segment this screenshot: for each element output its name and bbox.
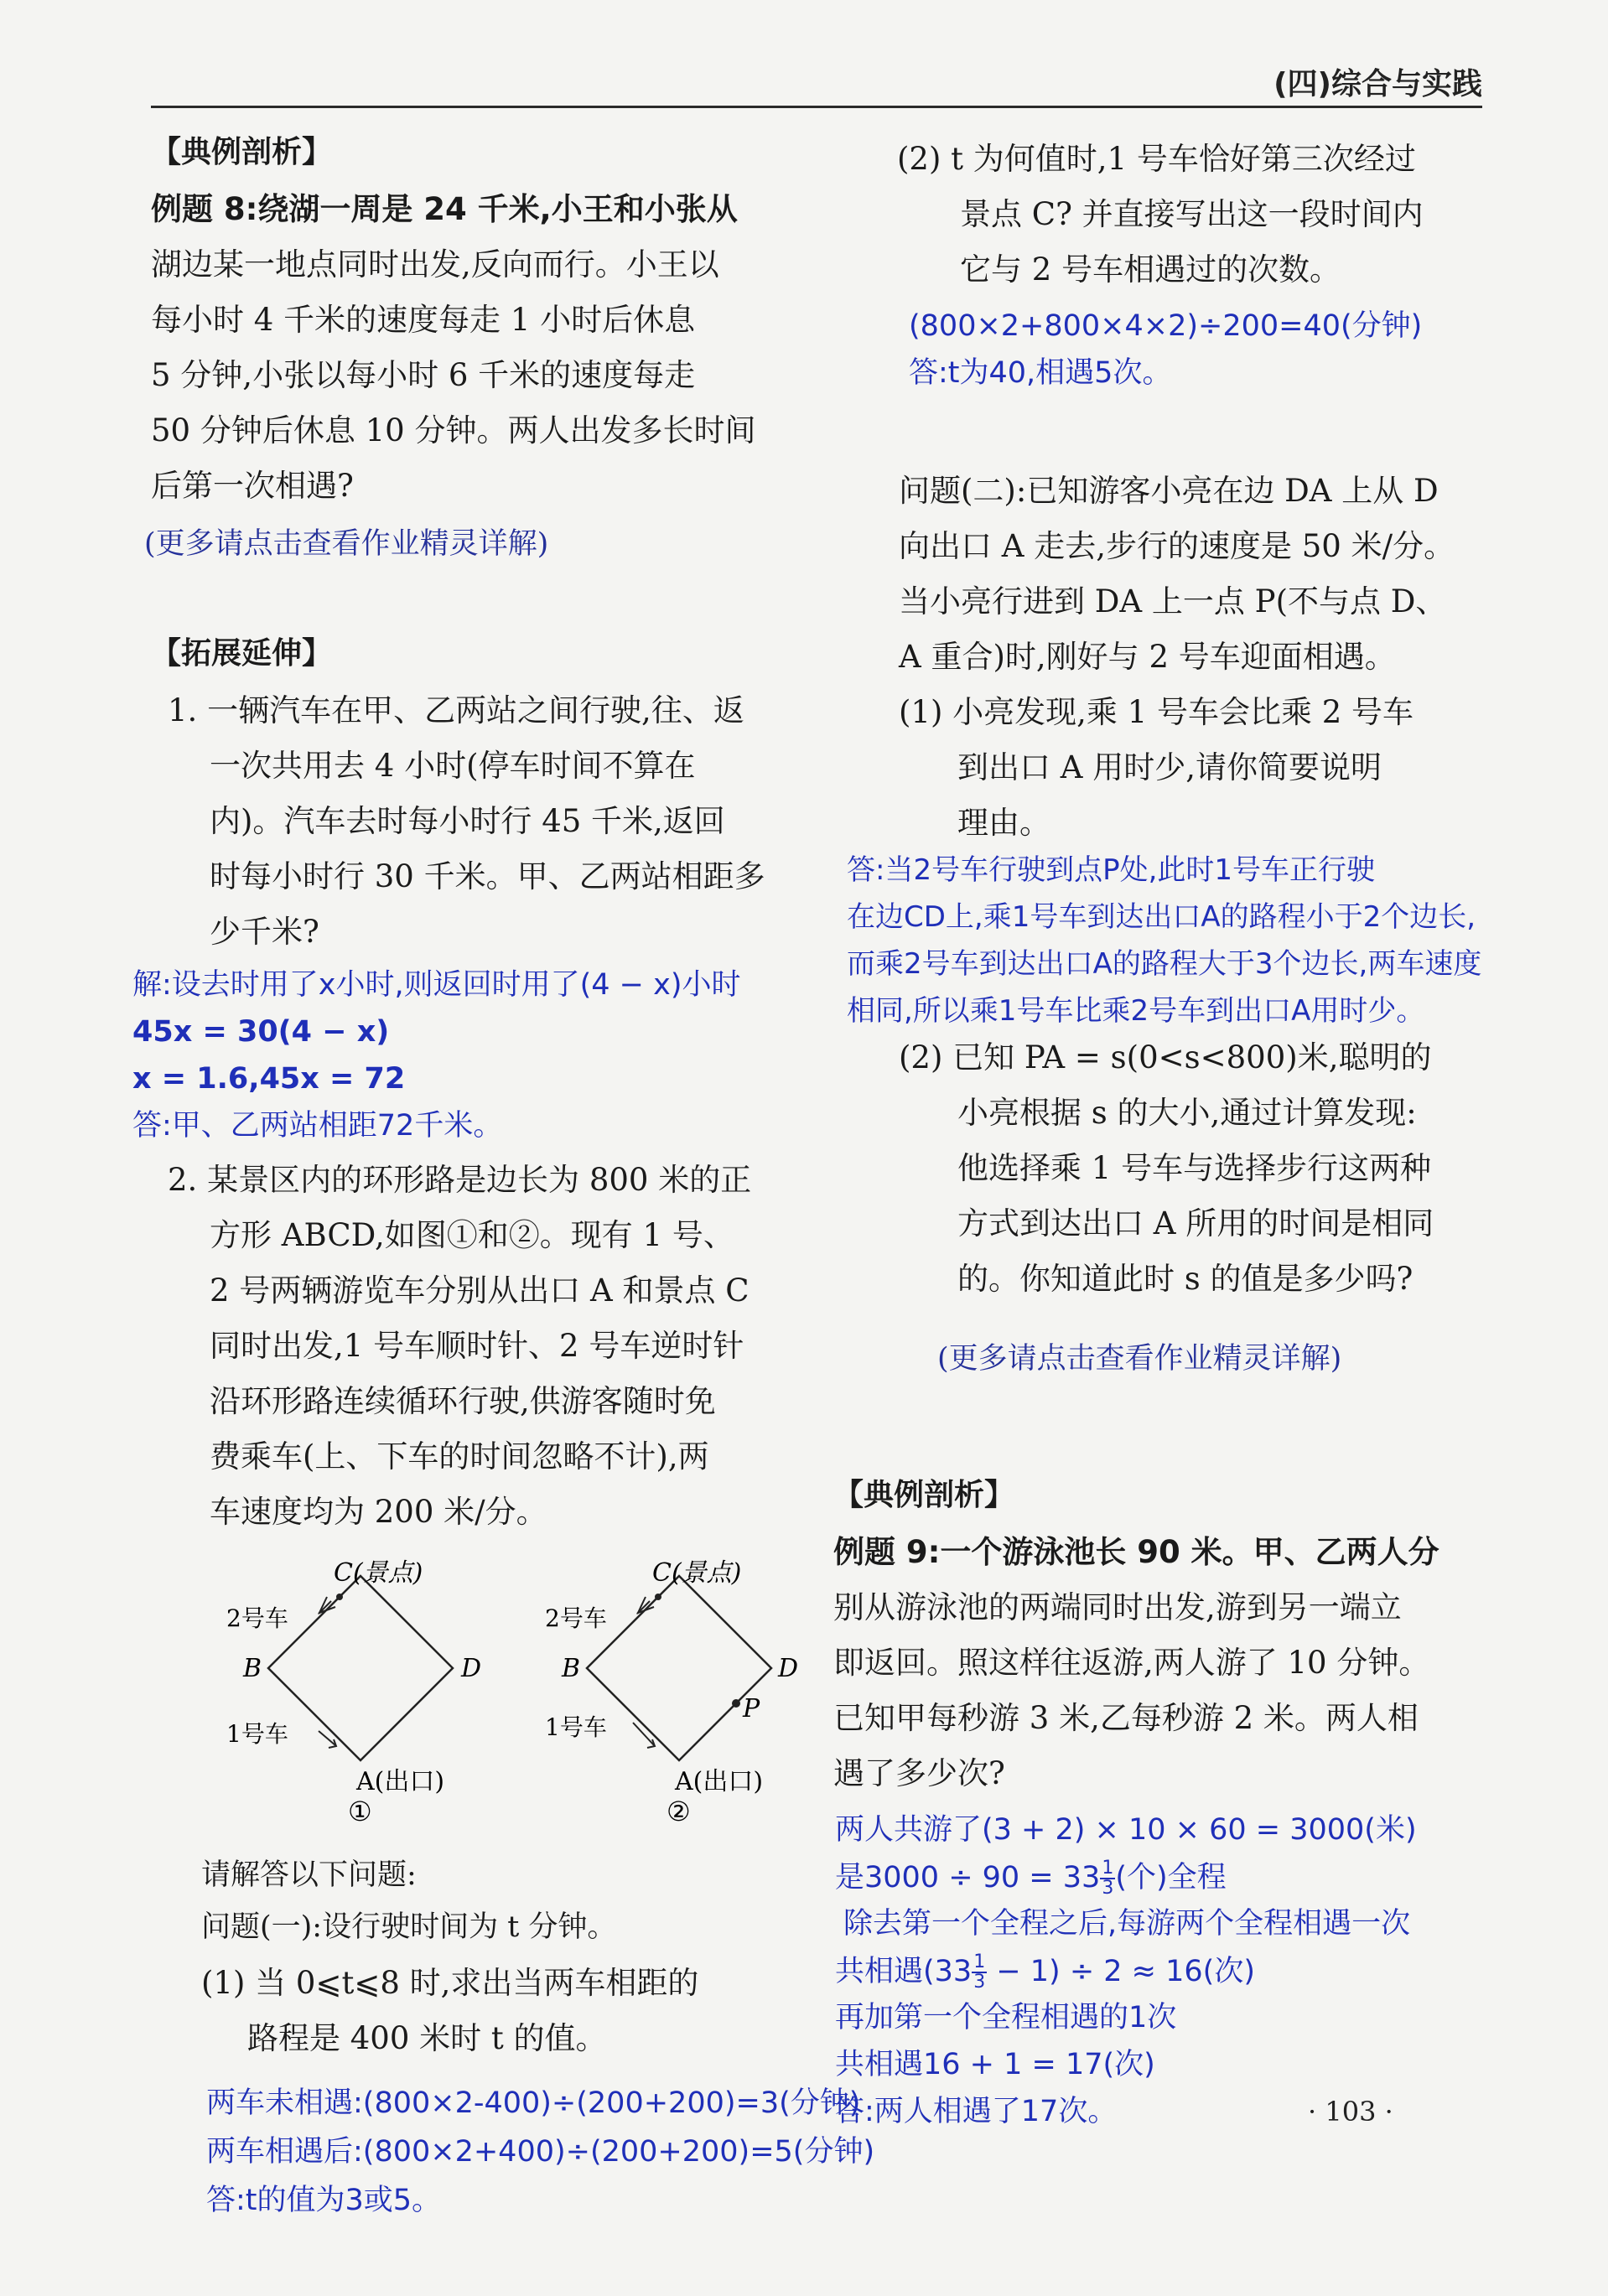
answer-1-line: x = 1.6,45x = 72: [132, 1062, 406, 1096]
question-1-line: 一次共用去 4 小时(停车时间不算在: [210, 748, 696, 784]
more-details-link[interactable]: (更多请点击查看作业精灵详解): [144, 527, 549, 561]
figure-square-1: [201, 1551, 486, 1836]
answer-5-line: 共相遇16 + 1 = 17(次): [835, 2048, 1155, 2081]
question-3-line: (1) 小亮发现,乘 1 号车会比乘 2 号车: [899, 694, 1414, 730]
car-2-label: 2号车: [226, 1604, 288, 1632]
question-3-line: 理由。: [957, 805, 1050, 841]
answer-5-line: 除去第一个全程之后,每游两个全程相遇一次: [843, 1907, 1411, 1941]
figure-square-2: [520, 1551, 805, 1836]
answer-5-line: 再加第一个全程相遇的1次: [835, 2001, 1177, 2034]
question-3-line: A 重合)时,刚好与 2 号车迎面相遇。: [899, 639, 1396, 675]
example-9-line: 已知甲每秒游 3 米,乙每秒游 2 米。两人相: [833, 1700, 1419, 1736]
answer-3-line: 答:t为40,相遇5次。: [909, 356, 1172, 390]
example-8-line: 湖边某一地点同时出发,反向而行。小王以: [151, 246, 719, 282]
question-2c-line: (2) t 为何值时,1 号车恰好第三次经过: [897, 141, 1416, 177]
example-8-line: 5 分钟,小张以每小时 6 千米的速度每走: [151, 357, 696, 393]
vertex-label-d: D: [778, 1654, 799, 1683]
answer-5-text: − 1) ÷ 2 ≈ 16(次): [987, 1955, 1255, 1988]
question-2-line: 费乘车(上、下车的时间忽略不计),两: [210, 1438, 709, 1475]
question-2c-line: 它与 2 号车相遇过的次数。: [960, 251, 1341, 288]
question-2b-line: 问题(一):设行驶时间为 t 分钟。: [201, 1910, 617, 1944]
question-4-line: 的。你知道此时 s 的值是多少吗?: [957, 1261, 1413, 1297]
example-8-line: 50 分钟后休息 10 分钟。两人出发多长时间: [151, 412, 756, 448]
question-3-line: 当小亮行进到 DA 上一点 P(不与点 D、: [899, 583, 1447, 619]
answer-5-text: 是3000 ÷ 90 = 33: [835, 1861, 1101, 1894]
answer-5-line: [835, 1953, 1255, 1992]
section-heading: 【拓展延伸】: [151, 636, 333, 671]
question-1-line: 时每小时行 30 千米。甲、乙两站相距多: [210, 858, 765, 894]
question-2-line: 方形 ABCD,如图①和②。现有 1 号、: [210, 1217, 734, 1253]
section-heading: 【典例剖析】: [151, 135, 333, 169]
figure-number-1: ①: [348, 1796, 372, 1827]
example-9-line: 例题 9:一个游泳池长 90 米。甲、乙两人分: [833, 1534, 1439, 1570]
section-heading: 【典例剖析】: [833, 1478, 1015, 1512]
question-2b-line: 路程是 400 米时 t 的值。: [247, 2020, 607, 2056]
example-8-line: 后第一次相遇?: [151, 468, 354, 504]
answer-2-line: 两车未相遇:(800×2-400)÷(200+200)=3(分钟): [206, 2086, 861, 2120]
more-details-link[interactable]: (更多请点击查看作业精灵详解): [937, 1342, 1342, 1376]
answer-4-line: 答:当2号车行驶到点P处,此时1号车正行驶: [847, 853, 1376, 887]
question-2-line: 2. 某景区内的环形路是边长为 800 米的正: [168, 1162, 752, 1198]
car-2-label: 2号车: [545, 1604, 607, 1632]
question-2b-line: 请解答以下问题:: [201, 1858, 417, 1892]
answer-5-line: 答:两人相遇了17次。: [835, 2095, 1118, 2128]
question-3-line: 问题(二):已知游客小亮在边 DA 上从 D: [899, 473, 1439, 509]
question-1-line: 少千米?: [210, 914, 319, 950]
answer-3-line: (800×2+800×4×2)÷200=40(分钟): [909, 309, 1423, 343]
answer-1-line: 45x = 30(4 − x): [132, 1015, 390, 1049]
question-2-line: 车速度均为 200 米/分。: [210, 1494, 547, 1530]
question-3-line: 向出口 A 走去,步行的速度是 50 米/分。: [899, 528, 1455, 564]
example-9-line: 即返回。照这样往返游,两人游了 10 分钟。: [833, 1645, 1430, 1681]
header-rule: [151, 106, 1482, 108]
example-8-line: 例题 8:绕湖一周是 24 千米,小王和小张从: [151, 191, 738, 227]
vertex-label-c: C(景点): [334, 1558, 423, 1588]
question-3-line: 到出口 A 用时少,请你简要说明: [957, 749, 1382, 785]
answer-4-line: 相同,所以乘1号车比乘2号车到出口A用时少。: [847, 994, 1425, 1028]
answer-4-line: 而乘2号车到达出口A的路程大于3个边长,两车速度: [847, 947, 1482, 981]
question-2-line: 同时出发,1 号车顺时针、2 号车逆时针: [210, 1328, 744, 1364]
section-title: (四)综合与实践: [1273, 67, 1482, 101]
example-9-line: 遇了多少次?: [833, 1755, 1005, 1791]
example-8-line: 每小时 4 千米的速度每走 1 小时后休息: [151, 302, 696, 338]
question-4-line: 小亮根据 s 的大小,通过计算发现:: [957, 1095, 1417, 1131]
vertex-label-c: C(景点): [652, 1558, 742, 1588]
fraction: $\frac{1}{3}$: [1102, 1858, 1114, 1899]
answer-1-line: 答:甲、乙两站相距72千米。: [132, 1109, 503, 1143]
vertex-label-a: A(出口): [675, 1767, 764, 1796]
answer-5-text: (个)全程: [1115, 1861, 1227, 1894]
question-2-line: 2 号两辆游览车分别从出口 A 和景点 C: [210, 1272, 750, 1309]
point-label-p: P: [743, 1694, 760, 1723]
question-1-line: 1. 一辆汽车在甲、乙两站之间行驶,往、返: [168, 692, 744, 728]
answer-2-line: 答:t的值为3或5。: [206, 2184, 442, 2217]
vertex-label-b: B: [562, 1654, 581, 1683]
page-number: · 103 ·: [1308, 2096, 1393, 2128]
question-4-line: (2) 已知 PA = s(0<s<800)米,聪明的: [899, 1039, 1432, 1075]
answer-5-text: 共相遇(33: [835, 1955, 973, 1988]
question-2-line: 沿环形路连续循环行驶,供游客随时免: [210, 1383, 716, 1419]
question-1-line: 内)。汽车去时每小时行 45 千米,返回: [210, 803, 725, 839]
car-1-label: 1号车: [226, 1720, 288, 1748]
answer-2-line: 两车相遇后:(800×2+400)÷(200+200)=5(分钟): [206, 2135, 875, 2169]
example-9-line: 别从游泳池的两端同时出发,游到另一端立: [833, 1589, 1402, 1625]
car-1-label: 1号车: [545, 1713, 607, 1741]
vertex-label-a: A(出口): [356, 1767, 445, 1796]
figure-number-2: ②: [667, 1796, 691, 1827]
question-4-line: 方式到达出口 A 所用的时间是相同: [957, 1205, 1434, 1241]
answer-4-line: 在边CD上,乘1号车到达出口A的路程小于2个边长,: [847, 900, 1476, 934]
answer-5-line: [835, 1859, 1227, 1898]
vertex-label-d: D: [461, 1654, 482, 1683]
fraction: $\frac{1}{3}$: [973, 1951, 986, 1993]
vertex-label-b: B: [243, 1654, 262, 1683]
answer-5-line: 两人共游了(3 + 2) × 10 × 60 = 3000(米): [835, 1813, 1417, 1847]
question-2b-line: (1) 当 0⩽t⩽8 时,求出当两车相距的: [201, 1965, 699, 2001]
question-4-line: 他选择乘 1 号车与选择步行这两种: [957, 1150, 1432, 1186]
answer-1-line: 解:设去时用了x小时,则返回时用了(4 − x)小时: [132, 968, 741, 1002]
question-2c-line: 景点 C? 并直接写出这一段时间内: [960, 196, 1424, 232]
